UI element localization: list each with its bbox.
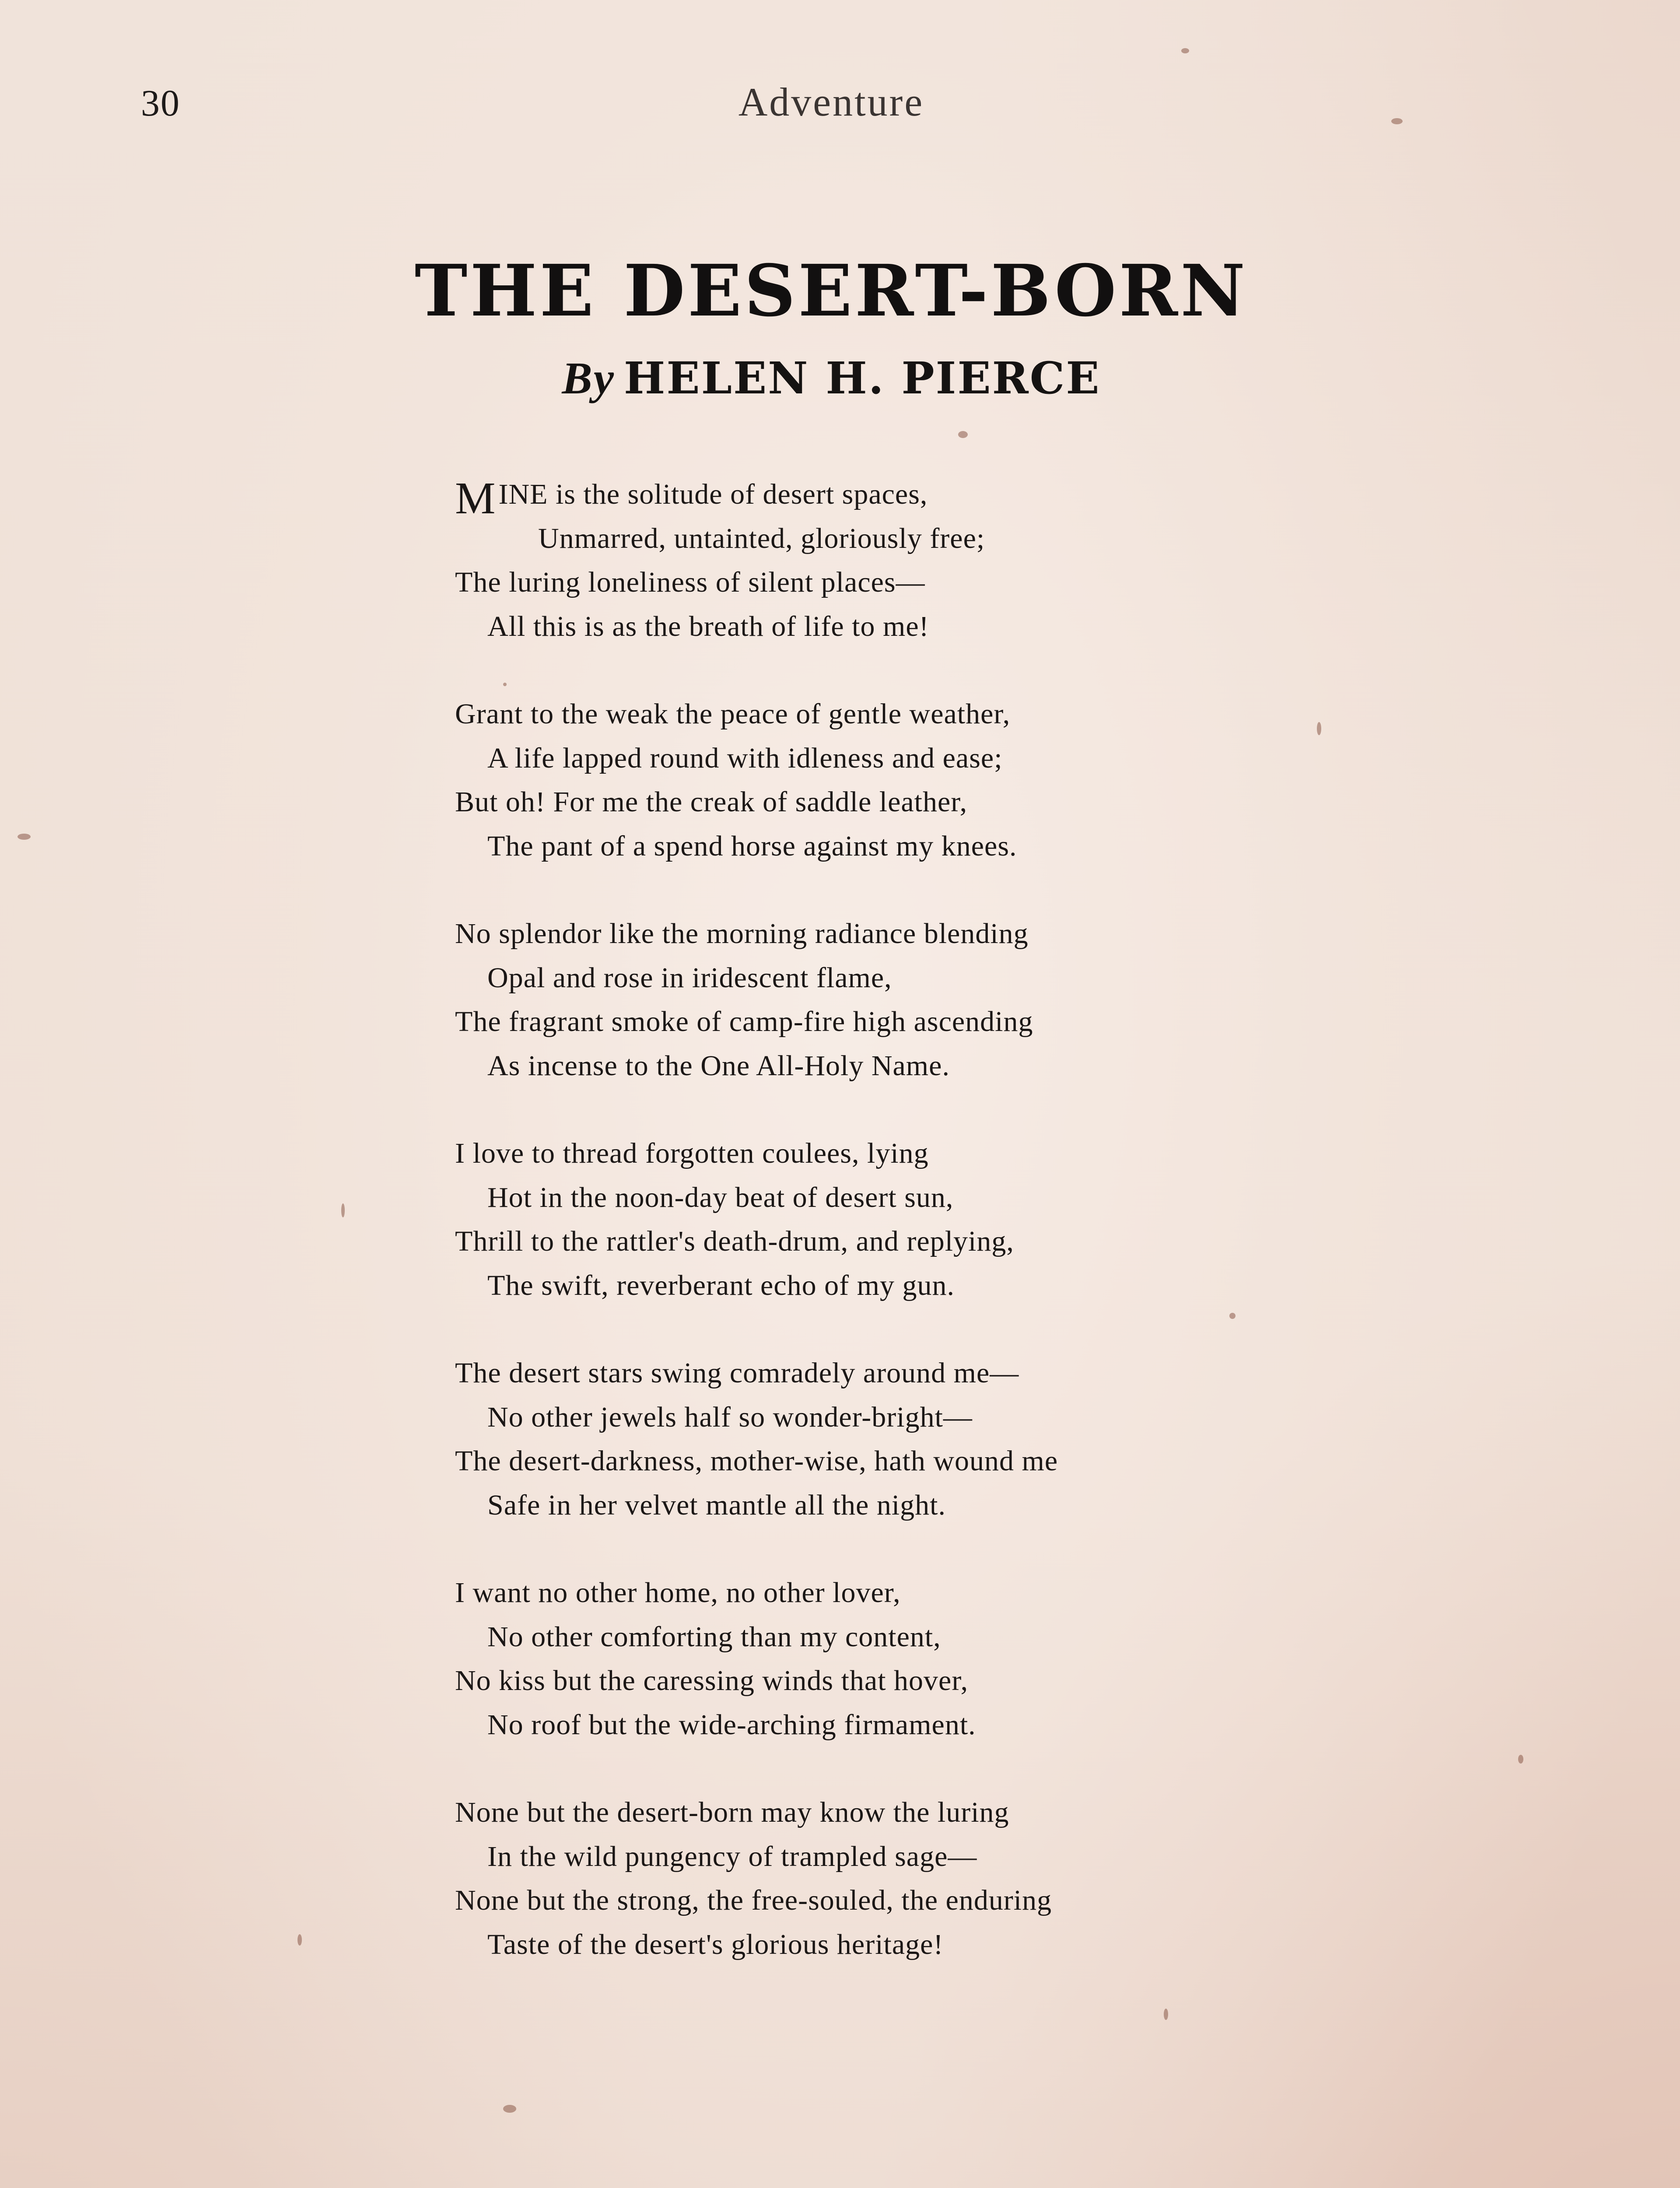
- stanza-6: [455, 1571, 1330, 1747]
- poem-line: As incense to the One All-Holy Name.: [487, 1049, 950, 1082]
- byline-by: By: [562, 353, 615, 403]
- poem-line: Safe in her velvet mantle all the night.: [487, 1489, 946, 1521]
- poem-line: No splendor like the morning radiance blending: [455, 918, 1029, 950]
- poem-line: But oh! For me the creak of saddle leather,: [455, 786, 968, 818]
- poem-line: A life lapped round with idleness and ease;: [487, 742, 1003, 774]
- poem-line: No kiss but the caressing winds that hover,: [455, 1665, 969, 1697]
- byline-author: HELEN H. PIERCE: [623, 352, 1101, 404]
- stanza-5: [455, 1351, 1330, 1527]
- poem-body: [455, 473, 1330, 2010]
- poem-line: The pant of a spend horse against my knees.: [487, 830, 1017, 862]
- drop-cap: M: [455, 473, 496, 523]
- paper-fleck: [503, 2105, 516, 2113]
- poem-line: I love to thread forgotten coulees, lying: [455, 1137, 929, 1169]
- stanza-2: [455, 692, 1330, 868]
- paper-fleck: [18, 834, 31, 840]
- stanza-7: [455, 1791, 1330, 1967]
- poem-line: None but the desert-born may know the luring: [455, 1796, 1009, 1828]
- poem-line: Hot in the noon-day beat of desert sun,: [487, 1181, 954, 1213]
- poem-line: The desert-darkness, mother-wise, hath wound me: [455, 1445, 1058, 1477]
- running-head: Adventure: [738, 80, 924, 124]
- poem-line-text: INE is the solitude of desert spaces,: [498, 478, 928, 510]
- poem-line: Grant to the weak the peace of gentle weather,: [455, 698, 1011, 730]
- paper-fleck: [1518, 1755, 1523, 1764]
- stanza-4: [455, 1132, 1330, 1308]
- poem-line: I want no other home, no other lover,: [455, 1577, 901, 1609]
- poem-line: The desert stars swing comradely around me—: [455, 1357, 1019, 1389]
- paper-fleck: [958, 431, 968, 438]
- poem-line: The luring loneliness of silent places—: [455, 566, 925, 598]
- poem-title: THE DESERT-BORN: [414, 249, 1248, 333]
- paper-fleck: [1181, 48, 1189, 53]
- paper-fleck: [298, 1934, 302, 1946]
- poem-line: Taste of the desert's glorious heritage!: [487, 1928, 944, 1960]
- poem-line: All this is as the breath of life to me!: [487, 610, 929, 642]
- byline: [0, 352, 1662, 404]
- stanza-1: [455, 473, 1330, 649]
- poem-line: None but the strong, the free-souled, the enduring: [455, 1884, 1052, 1916]
- poem-line: The swift, reverberant echo of my gun.: [487, 1269, 955, 1301]
- poem-line: [455, 473, 1330, 523]
- poem-line: No roof but the wide-arching firmament.: [487, 1708, 976, 1741]
- poem-line: In the wild pungency of trampled sage—: [487, 1840, 977, 1872]
- poem-line: Unmarred, untainted, gloriously free;: [538, 522, 985, 554]
- page-number: 30: [141, 82, 180, 124]
- poem-line: Thrill to the rattler's death-drum, and replying,: [455, 1225, 1014, 1257]
- paper-fleck: [341, 1203, 345, 1217]
- stanza-3: [455, 912, 1330, 1088]
- poem-line: The fragrant smoke of camp-fire high ascending: [455, 1006, 1033, 1038]
- poem-line: Opal and rose in iridescent flame,: [487, 961, 892, 994]
- poem-line: No other comforting than my content,: [487, 1620, 941, 1653]
- poem-line: No other jewels half so wonder-bright—: [487, 1401, 973, 1433]
